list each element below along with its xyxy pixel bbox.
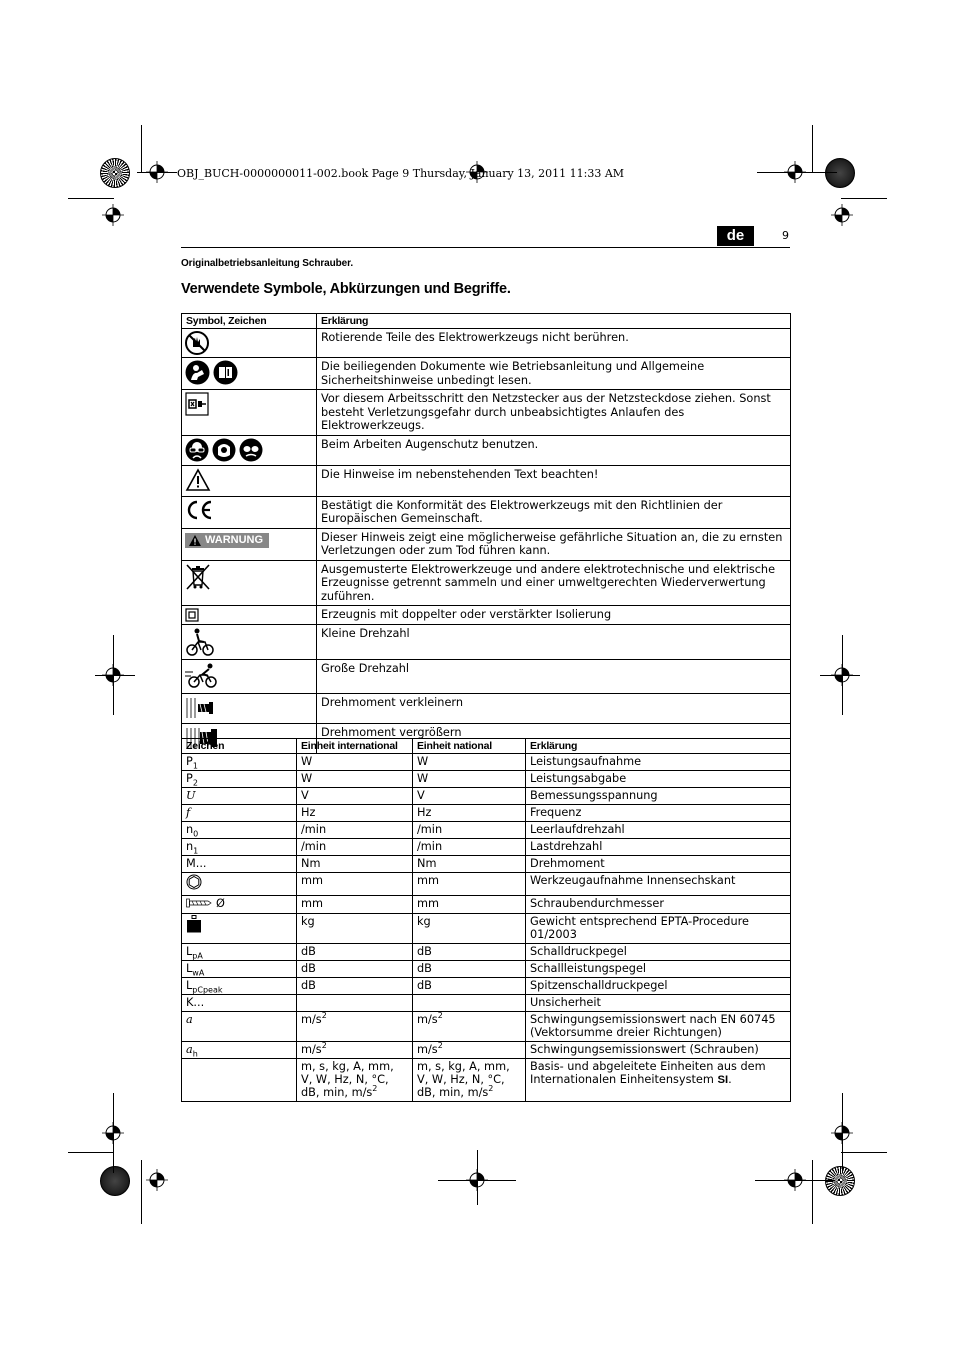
header-explanation: Erklärung bbox=[526, 739, 791, 754]
unit-international-cell bbox=[297, 1041, 413, 1058]
crop-mark bbox=[137, 172, 177, 173]
crop-mark bbox=[113, 635, 114, 715]
unit-explanation-cell bbox=[526, 839, 791, 856]
unit-national: mm bbox=[417, 897, 440, 910]
unit-symbol: P bbox=[186, 755, 193, 768]
unit-national-cell bbox=[413, 994, 526, 1011]
crop-mark bbox=[841, 1152, 887, 1153]
table-row bbox=[182, 329, 791, 358]
unit-international: m, s, kg, A, mm, V, W, Hz, N, °C, dB, min, m/s bbox=[301, 1059, 394, 1099]
unplug-icon bbox=[185, 392, 209, 416]
eye-protection-icon bbox=[185, 438, 209, 462]
table-row bbox=[182, 660, 791, 694]
unit-international-cell bbox=[297, 896, 413, 914]
unit-national-cell bbox=[413, 839, 526, 856]
no-touch-rotating-parts-icon bbox=[185, 331, 209, 355]
table-row bbox=[182, 694, 791, 724]
unit-national: W bbox=[417, 772, 429, 785]
unit-national: dB bbox=[417, 978, 432, 992]
unit-explanation-cell bbox=[526, 771, 791, 788]
unit-symbol: n bbox=[186, 840, 194, 853]
table-row bbox=[182, 496, 791, 528]
unit-international-cell bbox=[297, 994, 413, 1011]
table-row bbox=[182, 754, 791, 771]
crop-mark bbox=[68, 198, 114, 199]
torque-decrease-icon bbox=[185, 696, 215, 720]
unit-symbol-cell bbox=[182, 839, 297, 856]
unit-symbol-subscript: wA bbox=[192, 967, 205, 977]
double-insulation-icon bbox=[185, 608, 199, 622]
unit-explanation: Lastdrehzahl bbox=[530, 840, 603, 853]
unit-national: /min bbox=[417, 840, 443, 853]
unit-explanation: Drehmoment bbox=[530, 857, 605, 870]
unit-national: mm bbox=[417, 874, 440, 887]
unit-symbol: f bbox=[186, 806, 191, 819]
unit-symbol-cell bbox=[182, 754, 297, 771]
unit-national-cell bbox=[413, 1058, 526, 1101]
unit-national: kg bbox=[417, 914, 431, 928]
unit-national-cell bbox=[413, 788, 526, 805]
weee-bin-icon bbox=[185, 563, 211, 591]
unit-international: V bbox=[301, 789, 309, 802]
registration-mark-icon bbox=[146, 1169, 168, 1191]
table-row bbox=[182, 528, 791, 560]
table-row bbox=[182, 1011, 791, 1041]
unit-symbol-cell bbox=[182, 1011, 297, 1041]
unit-explanation: Leistungsabgabe bbox=[530, 772, 627, 785]
unit-national-cell bbox=[413, 754, 526, 771]
unit-national: /min bbox=[417, 823, 443, 836]
unit-symbol: n bbox=[186, 823, 194, 836]
unit-symbol-subscript: 1 bbox=[193, 846, 199, 856]
page-number: 9 bbox=[782, 229, 789, 242]
unit-explanation: Schwingungsemissionswert (Schrauben) bbox=[530, 1042, 759, 1056]
header-explanation: Erklärung bbox=[317, 314, 791, 329]
slow-speed-icon bbox=[185, 627, 215, 657]
print-job-info: OBJ_BUCH-0000000011-002.book Page 9 Thursday, January 13, 2011 11:33 AM bbox=[177, 167, 625, 180]
symbol-explanation: Beim Arbeiten Augenschutz benutzen. bbox=[317, 435, 791, 465]
symbols-table-header bbox=[182, 314, 791, 329]
table-row bbox=[182, 465, 791, 496]
unit-explanation-cell bbox=[526, 994, 791, 1011]
unit-symbol-subscript: 0 bbox=[193, 829, 199, 839]
unit-explanation: Gewicht entsprechend EPTA-Procedure 01/2003 bbox=[530, 914, 749, 941]
unit-explanation-cell bbox=[526, 822, 791, 839]
table-row bbox=[182, 435, 791, 465]
unit-symbol-subscript: 2 bbox=[192, 778, 198, 788]
unit-national: m/s bbox=[417, 1042, 438, 1056]
unit-symbol-subscript: 1 bbox=[192, 761, 198, 771]
unit-international: dB bbox=[301, 978, 316, 992]
unit-international: /min bbox=[301, 823, 327, 836]
unit-national-cell bbox=[413, 822, 526, 839]
unit-national-exponent: 2 bbox=[437, 1010, 443, 1020]
color-rosette-icon bbox=[825, 158, 855, 188]
unit-international: Hz bbox=[301, 806, 316, 819]
unit-symbol: U bbox=[186, 789, 196, 802]
section-title: Verwendete Symbole, Abkürzungen und Begriffe. bbox=[181, 281, 511, 297]
table-row bbox=[182, 822, 791, 839]
table-row bbox=[182, 994, 791, 1011]
unit-explanation-cell bbox=[526, 1058, 791, 1101]
unit-international-cell bbox=[297, 977, 413, 994]
unit-explanation: Basis- und abgeleitete Einheiten aus dem Internationalen Einheitensystem bbox=[530, 1059, 766, 1086]
unit-international-cell bbox=[297, 873, 413, 896]
unit-explanation-cell bbox=[526, 805, 791, 822]
unit-symbol: L bbox=[186, 978, 193, 992]
unit-symbol-subscript: h bbox=[192, 1048, 198, 1058]
symbol-explanation: Kleine Drehzahl bbox=[317, 625, 791, 660]
unit-explanation: Schalldruckpegel bbox=[530, 944, 627, 958]
unit-national: m, s, kg, A, mm, V, W, Hz, N, °C, dB, min, m/s bbox=[417, 1059, 510, 1099]
color-rosette-icon bbox=[100, 1166, 130, 1196]
unit-explanation-emphasis: SI bbox=[717, 1073, 729, 1086]
table-row bbox=[182, 960, 791, 977]
unit-national-cell bbox=[413, 943, 526, 960]
weight-icon bbox=[186, 915, 202, 933]
symbol-explanation: Drehmoment vergrößern bbox=[317, 724, 791, 754]
unit-symbol: P bbox=[186, 772, 193, 785]
language-tab: de bbox=[717, 226, 754, 246]
unit-international: kg bbox=[301, 914, 315, 928]
face-shield-icon bbox=[212, 438, 236, 462]
table-row bbox=[182, 943, 791, 960]
fast-speed-icon bbox=[185, 662, 219, 690]
unit-explanation: Frequenz bbox=[530, 806, 582, 819]
unit-national: Hz bbox=[417, 806, 432, 819]
table-row bbox=[182, 771, 791, 788]
header-symbol: Symbol, Zeichen bbox=[182, 314, 317, 329]
unit-international-cell bbox=[297, 822, 413, 839]
symbol-explanation: Drehmoment verkleinern bbox=[317, 694, 791, 724]
ce-mark-icon bbox=[185, 499, 215, 521]
unit-explanation-cell bbox=[526, 1011, 791, 1041]
safety-goggles-icon bbox=[239, 438, 263, 462]
unit-symbol-cell bbox=[182, 771, 297, 788]
crop-mark bbox=[757, 172, 837, 173]
color-rosette-icon bbox=[825, 1166, 855, 1196]
crop-mark bbox=[842, 635, 843, 715]
unit-international: W bbox=[301, 755, 313, 768]
color-rosette-icon bbox=[100, 158, 130, 188]
unit-explanation-cell bbox=[526, 913, 791, 943]
unit-international-cell bbox=[297, 754, 413, 771]
crop-mark bbox=[68, 1152, 114, 1153]
hexagon-socket-icon bbox=[186, 874, 202, 890]
crop-mark bbox=[812, 1160, 813, 1224]
unit-explanation-cell bbox=[526, 977, 791, 994]
crop-mark bbox=[841, 198, 887, 199]
symbol-explanation: Die Hinweise im nebenstehenden Text beachten! bbox=[317, 465, 791, 496]
unit-symbol: K... bbox=[186, 995, 205, 1009]
unit-international-cell bbox=[297, 943, 413, 960]
warning-label-text: WARNUNG bbox=[205, 533, 264, 546]
table-row bbox=[182, 560, 791, 606]
unit-international: m/s bbox=[301, 1012, 322, 1026]
symbol-explanation: Ausgemusterte Elektrowerkzeuge und andere elektrotechnische und elektrische Erzeugnisse getrennt sammeln und einer umweltgerechten Wiederverwertung zuführen. bbox=[317, 560, 791, 606]
crop-mark bbox=[477, 1150, 478, 1205]
unit-symbol-subscript: pCpeak bbox=[192, 984, 223, 994]
unit-symbol-subscript: pA bbox=[192, 950, 203, 960]
unit-explanation-cell bbox=[526, 960, 791, 977]
crop-mark bbox=[141, 1160, 142, 1224]
symbol-explanation: Bestätigt die Konformität des Elektrowerkzeugs mit den Richtlinien der Europäischen Gemeinschaft. bbox=[317, 496, 791, 528]
unit-international: dB bbox=[301, 944, 316, 958]
symbol-explanation: Rotierende Teile des Elektrowerkzeugs nicht berühren. bbox=[317, 329, 791, 358]
unit-international-cell bbox=[297, 856, 413, 873]
unit-symbol: M... bbox=[186, 857, 207, 870]
unit-symbol-cell bbox=[182, 856, 297, 873]
unit-explanation: Schwingungsemissionswert nach EN 60745 (Vektorsumme dreier Richtungen) bbox=[530, 1012, 776, 1039]
unit-symbol-cell bbox=[182, 805, 297, 822]
unit-international-exponent: 2 bbox=[321, 1010, 327, 1020]
crop-mark bbox=[820, 675, 860, 676]
unit-explanation-cell bbox=[526, 943, 791, 960]
crop-mark bbox=[842, 1093, 843, 1173]
units-table-body bbox=[182, 754, 791, 1102]
unit-national-cell bbox=[413, 805, 526, 822]
unit-international-cell bbox=[297, 1058, 413, 1101]
crop-mark bbox=[113, 1093, 114, 1173]
unit-national-exponent: 2 bbox=[437, 1040, 443, 1050]
table-row bbox=[182, 977, 791, 994]
unit-national-cell bbox=[413, 1011, 526, 1041]
unit-explanation-cell bbox=[526, 873, 791, 896]
header-rule bbox=[181, 247, 790, 248]
unit-international-cell bbox=[297, 788, 413, 805]
unit-international-cell bbox=[297, 805, 413, 822]
registration-mark-icon bbox=[102, 204, 124, 226]
unit-international-cell bbox=[297, 771, 413, 788]
symbol-explanation: Erzeugnis mit doppelter oder verstärkter Isolierung bbox=[317, 606, 791, 625]
unit-explanation-cell bbox=[526, 1041, 791, 1058]
unit-international-exponent: 2 bbox=[372, 1083, 378, 1093]
crop-mark bbox=[812, 125, 813, 172]
table-row bbox=[182, 856, 791, 873]
unit-international: dB bbox=[301, 961, 316, 975]
table-row bbox=[182, 839, 791, 856]
units-table-header bbox=[182, 739, 791, 754]
table-row bbox=[182, 1041, 791, 1058]
crop-mark bbox=[141, 125, 142, 172]
symbols-table bbox=[181, 313, 791, 754]
unit-symbol-cell bbox=[182, 913, 297, 943]
unit-explanation-cell bbox=[526, 856, 791, 873]
warning-triangle-icon bbox=[189, 535, 201, 546]
symbol-explanation: Die beiliegenden Dokumente wie Betriebsanleitung und Allgemeine Sicherheitshinweise unbedingt lesen. bbox=[317, 358, 791, 390]
table-row bbox=[182, 606, 791, 625]
table-row bbox=[182, 788, 791, 805]
unit-symbol-cell bbox=[182, 977, 297, 994]
unit-symbol-cell bbox=[182, 960, 297, 977]
table-row bbox=[182, 358, 791, 390]
unit-explanation-cell bbox=[526, 788, 791, 805]
table-row bbox=[182, 873, 791, 896]
unit-symbol-cell bbox=[182, 1041, 297, 1058]
unit-explanation: Leistungsaufnahme bbox=[530, 755, 642, 768]
read-manual-icon bbox=[185, 360, 210, 385]
unit-national: dB bbox=[417, 944, 432, 958]
unit-symbol-cell bbox=[182, 896, 297, 914]
unit-symbol-cell bbox=[182, 822, 297, 839]
registration-mark-icon bbox=[831, 204, 853, 226]
unit-national-cell bbox=[413, 856, 526, 873]
unit-explanation-cell bbox=[526, 896, 791, 914]
unit-international: m/s bbox=[301, 1042, 322, 1056]
unit-explanation: Bemessungsspannung bbox=[530, 789, 658, 802]
unit-explanation: Werkzeugaufnahme Innensechskant bbox=[530, 874, 736, 887]
unit-international-exponent: 2 bbox=[321, 1040, 327, 1050]
unit-explanation: Schallleistungspegel bbox=[530, 961, 647, 975]
unit-symbol: a bbox=[186, 1012, 193, 1026]
unit-symbol-cell bbox=[182, 994, 297, 1011]
unit-symbol-cell bbox=[182, 943, 297, 960]
table-row bbox=[182, 805, 791, 822]
table-row bbox=[182, 625, 791, 660]
unit-international: W bbox=[301, 772, 313, 785]
unit-national-cell bbox=[413, 771, 526, 788]
crop-mark bbox=[95, 675, 135, 676]
unit-symbol: Ø bbox=[216, 897, 225, 910]
symbol-explanation: Große Drehzahl bbox=[317, 660, 791, 694]
manual-subheading: Originalbetriebsanleitung Schrauber. bbox=[181, 258, 353, 269]
header-unit-international: Einheit international bbox=[297, 739, 413, 754]
unit-international: Nm bbox=[301, 857, 321, 870]
unit-symbol-cell bbox=[182, 873, 297, 896]
warning-label-icon bbox=[185, 533, 269, 549]
screw-diameter-icon bbox=[186, 898, 212, 908]
unit-symbol: a bbox=[186, 1042, 193, 1056]
table-row bbox=[182, 913, 791, 943]
unit-national: m/s bbox=[417, 1012, 438, 1026]
unit-explanation-cell bbox=[526, 754, 791, 771]
unit-national: dB bbox=[417, 961, 432, 975]
unit-international: mm bbox=[301, 874, 324, 887]
unit-explanation: Leerlaufdrehzahl bbox=[530, 823, 625, 836]
warning-triangle-icon bbox=[185, 468, 211, 492]
table-row bbox=[182, 896, 791, 914]
crop-mark bbox=[755, 1180, 835, 1181]
unit-symbol: L bbox=[186, 961, 193, 975]
unit-international-cell bbox=[297, 839, 413, 856]
unit-national: W bbox=[417, 755, 429, 768]
unit-symbol-cell bbox=[182, 1058, 297, 1101]
unit-international-cell bbox=[297, 960, 413, 977]
unit-explanation: Schraubendurchmesser bbox=[530, 897, 664, 910]
unit-international-cell bbox=[297, 1011, 413, 1041]
unit-national-cell bbox=[413, 977, 526, 994]
unit-national-cell bbox=[413, 913, 526, 943]
unit-explanation: Unsicherheit bbox=[530, 995, 601, 1009]
unit-national-cell bbox=[413, 1041, 526, 1058]
table-row bbox=[182, 1058, 791, 1101]
unit-symbol: L bbox=[186, 944, 193, 958]
units-table bbox=[181, 738, 791, 1102]
unit-national-exponent: 2 bbox=[488, 1083, 494, 1093]
table-row bbox=[182, 390, 791, 436]
book-icon bbox=[213, 360, 238, 385]
header-unit-national: Einheit national bbox=[413, 739, 526, 754]
unit-national-cell bbox=[413, 896, 526, 914]
unit-national: Nm bbox=[417, 857, 437, 870]
symbol-explanation: Dieser Hinweis zeigt eine möglicherweise gefährliche Situation an, die zu ernsten Verletzungen oder zum Tod führen kann. bbox=[317, 528, 791, 560]
unit-explanation: Spitzenschalldruckpegel bbox=[530, 978, 668, 992]
unit-international-cell bbox=[297, 913, 413, 943]
unit-international: mm bbox=[301, 897, 324, 910]
unit-explanation-tail: . bbox=[728, 1072, 732, 1086]
header-symbol: Zeichen bbox=[182, 739, 297, 754]
symbol-explanation: Vor diesem Arbeitsschritt den Netzstecker aus der Netzsteckdose ziehen. Sonst besteht Verletzungsgefahr durch unbeabsichtigtes Anlaufen des Elektrowerkzeugs. bbox=[317, 390, 791, 436]
unit-national-cell bbox=[413, 873, 526, 896]
unit-national-cell bbox=[413, 960, 526, 977]
unit-international: /min bbox=[301, 840, 327, 853]
unit-national: V bbox=[417, 789, 425, 802]
unit-symbol-cell bbox=[182, 788, 297, 805]
